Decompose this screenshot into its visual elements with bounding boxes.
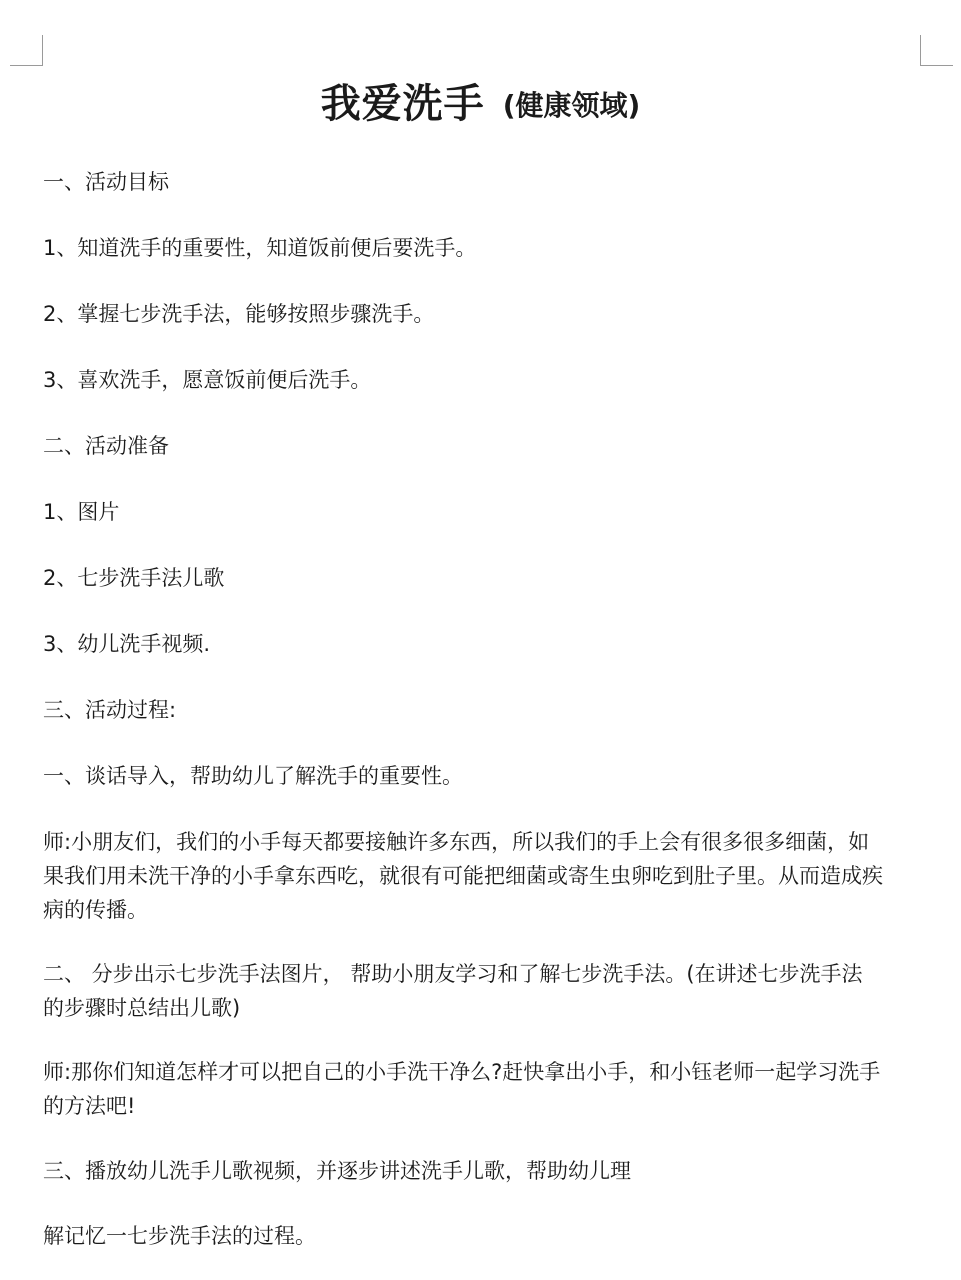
- paragraph-line: 的步骤时总结出儿歌): [43, 996, 241, 1020]
- paragraph-line: 的方法吧!: [43, 1094, 136, 1118]
- paragraph-line: 二、 分步出示七步洗手法图片， 帮助小朋友学习和了解七步洗手法。(在讲述七步洗手法: [43, 962, 863, 986]
- heading-activity-goals: 一、活动目标: [43, 170, 169, 194]
- prep-item-2: 2、七步洗手法儿歌: [43, 566, 225, 590]
- process-step-1: 一、谈话导入，帮助幼儿了解洗手的重要性。: [43, 764, 463, 788]
- teacher-paragraph-1: [43, 825, 923, 927]
- goal-item-1: 1、知道洗手的重要性，知道饭前便后要洗手。: [43, 236, 477, 260]
- process-step-3: 三、播放幼儿洗手儿歌视频，并逐步讲述洗手儿歌，帮助幼儿理: [43, 1159, 631, 1183]
- process-step-2: [43, 957, 923, 1025]
- title-main: 我爱洗手: [320, 81, 485, 127]
- crop-mark-top-left: [10, 35, 43, 66]
- process-step-3-continued: 解记忆一七步洗手法的过程。: [43, 1224, 316, 1248]
- paragraph-line: 病的传播。: [43, 898, 148, 922]
- paragraph-line: 果我们用未洗干净的小手拿东西吃，就很有可能把细菌或寄生虫卵吃到肚子里。从而造成疾: [43, 864, 883, 888]
- document-title: [0, 72, 961, 129]
- goal-item-2: 2、掌握七步洗手法，能够按照步骤洗手。: [43, 302, 435, 326]
- paragraph-line: 师:那你们知道怎样才可以把自己的小手洗干净么?赶快拿出小手，和小钰老师一起学习洗手: [43, 1060, 881, 1084]
- teacher-paragraph-2: [43, 1055, 923, 1123]
- title-subject: (健康领域): [502, 89, 641, 122]
- crop-mark-top-right: [920, 35, 953, 66]
- prep-item-1: 1、图片: [43, 500, 120, 524]
- paragraph-line: 师:小朋友们，我们的小手每天都要接触许多东西，所以我们的手上会有很多很多细菌，如: [43, 830, 870, 854]
- goal-item-3: 3、喜欢洗手，愿意饭前便后洗手。: [43, 368, 372, 392]
- heading-activity-prep: 二、活动准备: [43, 434, 169, 458]
- prep-item-3: 3、幼儿洗手视频.: [43, 632, 211, 656]
- heading-activity-process: 三、活动过程:: [43, 698, 177, 722]
